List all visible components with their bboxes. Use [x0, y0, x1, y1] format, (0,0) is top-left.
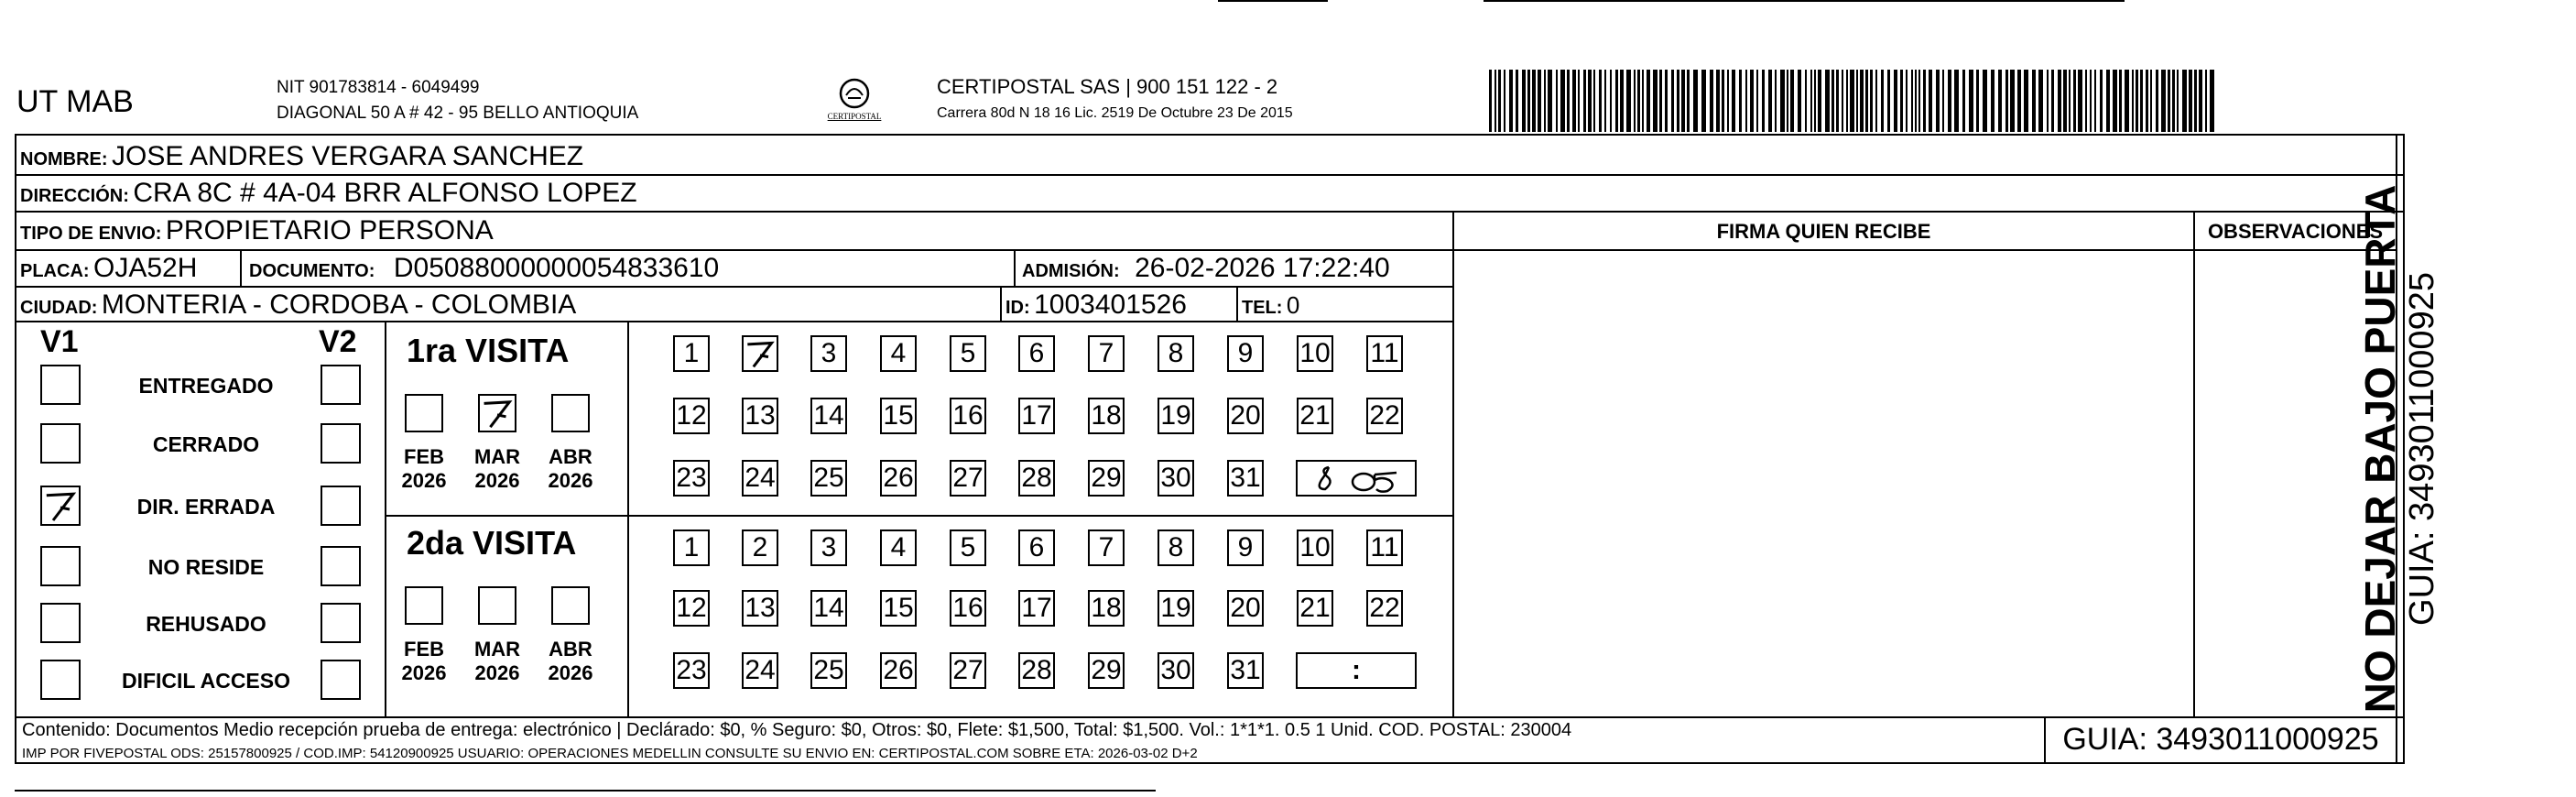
second-visit-day-29[interactable]: 29 — [1088, 652, 1125, 689]
first-visit-day-5[interactable]: 5 — [950, 335, 986, 372]
second-visit-day-14[interactable]: 14 — [810, 590, 847, 627]
barcode-bar — [1578, 70, 1580, 132]
second-visit-day-18[interactable]: 18 — [1088, 590, 1125, 627]
tipo-value: PROPIETARIO PERSONA — [165, 215, 494, 246]
second-visit-day-6[interactable]: 6 — [1018, 530, 1055, 566]
barcode-bar — [1504, 70, 1505, 132]
barcode-bar — [1527, 70, 1530, 132]
barcode-bar — [1637, 70, 1640, 132]
barcode-bar — [1710, 70, 1713, 132]
barcode-bar — [1588, 70, 1592, 132]
v2-status-checkbox[interactable] — [321, 546, 361, 586]
v1-status-checkbox[interactable] — [40, 603, 81, 643]
barcode-bar — [1998, 70, 2002, 132]
barcode-bar — [1750, 70, 1754, 132]
barcode-bar — [1722, 70, 1724, 132]
status-label: CERRADO — [152, 432, 260, 456]
no-dejar-bajo-puerta: NO DEJAR BAJO PUERTA — [2356, 184, 2404, 714]
second-visit-day-8[interactable]: 8 — [1158, 530, 1194, 566]
barcode-bar — [2063, 70, 2067, 132]
v2-status-checkbox[interactable] — [321, 486, 361, 526]
barcode-bar — [1798, 70, 1801, 132]
barcode-bar — [2146, 70, 2148, 132]
barcode-bar — [1572, 70, 1576, 132]
barcode-bar — [2073, 70, 2076, 132]
barcode-bar — [1850, 70, 1854, 132]
second-visit-day-24[interactable]: 24 — [742, 652, 778, 689]
carrier-info: CERTIPOSTAL SAS | 900 151 122 - 2 — [937, 75, 1278, 98]
second-visit-day-9[interactable]: 9 — [1227, 530, 1264, 566]
second-visit-day-30[interactable]: 30 — [1158, 652, 1194, 689]
tipo-label: TIPO DE ENVIO: — [20, 224, 162, 244]
month-year: 2026 — [474, 661, 520, 684]
v1-status-checkbox[interactable] — [40, 423, 81, 464]
first-visit-day-22[interactable]: 22 — [1366, 398, 1403, 434]
v2-status-checkbox[interactable] — [321, 365, 361, 405]
firma-label: FIRMA QUIEN RECIBE — [1716, 220, 1931, 243]
barcode-bar — [1842, 70, 1843, 132]
tel-cell — [1242, 293, 1299, 317]
barcode-bar — [1860, 70, 1864, 132]
barcode-bar — [1948, 70, 1951, 132]
barcode-bar — [1516, 70, 1518, 132]
month-name: MAR — [473, 638, 521, 661]
second-visit-day-11[interactable]: 11 — [1366, 530, 1403, 566]
first-visit-day-30[interactable]: 30 — [1158, 460, 1194, 497]
barcode-bar — [1681, 70, 1685, 132]
barcode-bar — [2132, 70, 2134, 132]
second-visit-day-20[interactable]: 20 — [1227, 590, 1264, 627]
barcode-bar — [1936, 70, 1940, 132]
barcode-bar — [1942, 70, 1944, 132]
first-visit-day-29[interactable]: 29 — [1088, 460, 1125, 497]
first-visit-day-9[interactable]: 9 — [1227, 335, 1264, 372]
certipostal-logo — [813, 75, 896, 126]
first-visit-day-10[interactable]: 10 — [1297, 335, 1333, 372]
barcode-bar — [2140, 70, 2143, 132]
ciudad-label: CIUDAD: — [20, 298, 98, 318]
v1-status-checkbox[interactable] — [40, 486, 81, 526]
direccion-row — [20, 180, 637, 207]
v2-status-checkbox[interactable] — [321, 423, 361, 464]
admision-cell — [1022, 255, 1390, 282]
id-cell — [1005, 291, 1187, 319]
second-visit-title: 2da VISITA — [407, 524, 577, 562]
first-visit-day-16[interactable]: 16 — [950, 398, 986, 434]
barcode-bar — [1647, 70, 1650, 132]
month-year: 2026 — [474, 469, 520, 492]
barcode-bar — [2106, 70, 2110, 132]
barcode-bar — [2100, 70, 2103, 132]
barcode-bar — [1567, 70, 1570, 132]
barcode-bar — [2182, 70, 2187, 132]
barcode-bar — [1991, 70, 1994, 132]
month-name: MAR — [473, 445, 521, 468]
barcode-bar — [2119, 70, 2122, 132]
first-visit-day-26[interactable]: 26 — [880, 460, 917, 497]
barcode-bar — [1929, 70, 1932, 132]
barcode-bar — [1918, 70, 1920, 132]
status-label: DIFICIL ACCESO — [121, 669, 290, 693]
v2-status-checkbox[interactable] — [321, 603, 361, 643]
checkmark-icon — [480, 396, 515, 431]
nit: NIT 901783814 - 6049499 — [277, 78, 480, 97]
barcode-bar — [1687, 70, 1690, 132]
tel-label: TEL: — [1242, 298, 1283, 318]
barcode-bar — [2090, 70, 2092, 132]
direccion-label: DIRECCIÓN: — [20, 186, 129, 206]
second-visit-month-checkbox[interactable] — [405, 586, 443, 625]
barcode-bar — [1814, 70, 1816, 132]
company-name: UT MAB — [16, 84, 134, 119]
barcode-bar — [1790, 70, 1794, 132]
barcode-bar — [1642, 70, 1644, 132]
first-visit-day-24[interactable]: 24 — [742, 460, 778, 497]
barcode-bar — [2113, 70, 2117, 132]
first-visit-day-4[interactable]: 4 — [880, 335, 917, 372]
first-visit-month-label — [392, 445, 456, 493]
first-visit-time-box[interactable] — [1296, 460, 1417, 497]
month-year: 2026 — [401, 469, 447, 492]
first-visit-month-label — [538, 445, 603, 493]
v1-status-checkbox[interactable] — [40, 660, 81, 700]
barcode-bar — [2032, 70, 2036, 132]
carrier-license: Carrera 80d N 18 16 Lic. 2519 De Octubre 23 De 2015 — [937, 105, 1293, 121]
barcode-bar — [1745, 70, 1747, 132]
first-visit-day-15[interactable]: 15 — [880, 398, 917, 434]
second-visit-month-checkbox[interactable] — [478, 586, 516, 625]
barcode-bar — [1846, 70, 1848, 132]
barcode-bar — [2047, 70, 2049, 132]
second-visit-month-label — [392, 638, 456, 685]
barcode-bar — [1693, 70, 1698, 132]
barcode-bar — [2177, 70, 2179, 132]
barcode-bar — [1900, 70, 1903, 132]
barcode-bar — [1615, 70, 1618, 132]
barcode-bar — [2172, 70, 2175, 132]
id-value: 1003401526 — [1034, 289, 1187, 320]
second-visit-day-10[interactable]: 10 — [1297, 530, 1333, 566]
second-visit-day-2[interactable]: 2 — [742, 530, 778, 566]
barcode-bar — [2136, 70, 2138, 132]
barcode-bar — [1969, 70, 1973, 132]
barcode-bar — [1716, 70, 1720, 132]
side-guia: GUIA: 3493011000925 — [2403, 272, 2441, 626]
barcode-bar — [1923, 70, 1926, 132]
barcode-bar — [1875, 70, 1877, 132]
month-year: 2026 — [401, 661, 447, 684]
barcode-bar — [1727, 70, 1729, 132]
barcode-bar — [1583, 70, 1586, 132]
observaciones-label: OBSERVACIONES — [2207, 220, 2384, 243]
second-visit-day-13[interactable]: 13 — [742, 590, 778, 627]
first-visit-day-13[interactable]: 13 — [742, 398, 778, 434]
barcode-bar — [1836, 70, 1839, 132]
checkmark-icon — [744, 337, 777, 370]
first-visit-day-14[interactable]: 14 — [810, 398, 847, 434]
second-visit-day-19[interactable]: 19 — [1158, 590, 1194, 627]
barcode-bar — [2194, 70, 2197, 132]
month-name: ABR — [549, 638, 592, 661]
first-visit-day-3[interactable]: 3 — [810, 335, 847, 372]
first-visit-month-label — [465, 445, 529, 493]
barcode-bar — [2005, 70, 2008, 132]
ciudad-value: MONTERIA - CORDOBA - COLOMBIA — [101, 289, 577, 320]
first-visit-day-28[interactable]: 28 — [1018, 460, 1055, 497]
bottom-edge-line — [15, 790, 1156, 792]
v1-status-checkbox[interactable] — [40, 365, 81, 405]
barcode-bar — [2017, 70, 2021, 132]
barcode-bar — [2205, 70, 2207, 132]
barcode-bar — [2168, 70, 2170, 132]
admision-value: 26-02-2026 17:22:40 — [1135, 253, 1390, 283]
first-visit-day-25[interactable]: 25 — [810, 460, 847, 497]
barcode-bar — [2058, 70, 2061, 132]
first-visit-day-19[interactable]: 19 — [1158, 398, 1194, 434]
barcode-bar — [1604, 70, 1606, 132]
barcode-bar — [2010, 70, 2015, 132]
barcode-bar — [1548, 70, 1552, 132]
first-visit-day-11[interactable]: 11 — [1366, 335, 1403, 372]
second-visit-day-15[interactable]: 15 — [880, 590, 917, 627]
barcode-bar — [1489, 70, 1492, 132]
handwritten-time-805 — [1298, 462, 1415, 495]
placa-label: PLACA: — [20, 261, 90, 281]
first-visit-day-12[interactable]: 12 — [673, 398, 710, 434]
barcode-bar — [1560, 70, 1565, 132]
documento-label: DOCUMENTO: — [249, 261, 375, 281]
second-visit-day-1[interactable]: 1 — [673, 530, 710, 566]
second-visit-day-26[interactable]: 26 — [880, 652, 917, 689]
first-visit-day-2[interactable] — [742, 335, 778, 372]
barcode-bar — [2156, 70, 2158, 132]
barcode-bar — [1634, 70, 1636, 132]
barcode-bar — [1620, 70, 1624, 132]
barcode-bar — [2078, 70, 2082, 132]
placa-value: OJA52H — [93, 253, 198, 283]
first-visit-day-1[interactable]: 1 — [673, 335, 710, 372]
barcode-bar — [1962, 70, 1965, 132]
first-visit-day-18[interactable]: 18 — [1088, 398, 1125, 434]
barcode-bar — [1739, 70, 1742, 132]
first-visit-day-7[interactable]: 7 — [1088, 335, 1125, 372]
barcode-bar — [1810, 70, 1812, 132]
barcode-bar — [1831, 70, 1834, 132]
documento-cell — [249, 255, 719, 282]
barcode-bar — [1976, 70, 1979, 132]
barcode-bar — [2069, 70, 2071, 132]
status-label: REHUSADO — [146, 612, 266, 636]
first-visit-day-17[interactable]: 17 — [1018, 398, 1055, 434]
barcode-bar — [2038, 70, 2043, 132]
barcode-bar — [2024, 70, 2028, 132]
nombre-row — [20, 143, 583, 170]
barcode-bar — [1671, 70, 1674, 132]
barcode-bar — [1756, 70, 1758, 132]
barcode-bar — [1626, 70, 1631, 132]
first-visit-day-6[interactable]: 6 — [1018, 335, 1055, 372]
barcode — [1489, 70, 2222, 132]
barcode-bar — [1677, 70, 1679, 132]
barcode-bar — [2150, 70, 2152, 132]
barcode-bar — [1805, 70, 1807, 132]
barcode-bar — [1915, 70, 1917, 132]
barcode-bar — [2051, 70, 2054, 132]
nombre-value: JOSE ANDRES VERGARA SANCHEZ — [112, 141, 584, 171]
footer-print-info: IMP POR FIVEPOSTAL ODS: 25157800925 / COD.IMP: 54120900925 USUARIO: OPERACIONES MEDELLIN CONSULTE SU ENVIO EN: CERTIPOSTAL.COM SOBRE ETA: 2026-03-02 D+2 — [22, 746, 1198, 761]
barcode-bar — [1556, 70, 1558, 132]
first-visit-month-checkbox[interactable] — [405, 394, 443, 432]
barcode-bar — [1544, 70, 1546, 132]
logo-text: CERTIPOSTAL — [827, 112, 882, 121]
second-visit-day-4[interactable]: 4 — [880, 530, 917, 566]
barcode-bar — [2094, 70, 2096, 132]
first-visit-day-23[interactable]: 23 — [673, 460, 710, 497]
first-visit-month-checkbox[interactable] — [478, 394, 516, 432]
barcode-bar — [1856, 70, 1858, 132]
barcode-bar — [1495, 70, 1496, 132]
second-visit-day-3[interactable]: 3 — [810, 530, 847, 566]
barcode-bar — [1818, 70, 1821, 132]
top-edge-line — [1218, 0, 1328, 2]
second-visit-day-23[interactable]: 23 — [673, 652, 710, 689]
checkmark-icon — [42, 487, 79, 524]
barcode-bar — [1825, 70, 1830, 132]
month-year: 2026 — [548, 661, 593, 684]
barcode-bar — [1509, 70, 1513, 132]
barcode-bar — [1983, 70, 1987, 132]
month-year: 2026 — [548, 469, 593, 492]
barcode-bar — [2210, 70, 2214, 132]
barcode-bar — [1498, 70, 1501, 132]
second-visit-day-27[interactable]: 27 — [950, 652, 986, 689]
second-visit-day-12[interactable]: 12 — [673, 590, 710, 627]
second-visit-day-16[interactable]: 16 — [950, 590, 986, 627]
first-visit-day-21[interactable]: 21 — [1297, 398, 1333, 434]
month-name: ABR — [549, 445, 592, 468]
barcode-bar — [1538, 70, 1541, 132]
second-visit-day-31[interactable]: 31 — [1227, 652, 1264, 689]
second-visit-day-7[interactable]: 7 — [1088, 530, 1125, 566]
barcode-bar — [1532, 70, 1536, 132]
v2-label: V2 — [319, 324, 357, 359]
documento-value: D05088000000054833610 — [393, 253, 720, 283]
barcode-bar — [1701, 70, 1706, 132]
first-visit-day-27[interactable]: 27 — [950, 460, 986, 497]
barcode-bar — [1610, 70, 1612, 132]
barcode-bar — [1522, 70, 1526, 132]
status-label: DIR. ERRADA — [136, 495, 276, 519]
first-visit-day-31[interactable]: 31 — [1227, 460, 1264, 497]
first-visit-title: 1ra VISITA — [407, 332, 570, 369]
barcode-bar — [1653, 70, 1658, 132]
barcode-bar — [1894, 70, 1897, 132]
barcode-bar — [2161, 70, 2166, 132]
second-visit-month-label — [465, 638, 529, 685]
second-visit-month-checkbox[interactable] — [551, 586, 590, 625]
barcode-bar — [2125, 70, 2129, 132]
month-name: FEB — [404, 445, 444, 468]
barcode-bar — [2085, 70, 2087, 132]
v1-status-checkbox[interactable] — [40, 546, 81, 586]
barcode-bar — [1775, 70, 1777, 132]
first-visit-day-8[interactable]: 8 — [1158, 335, 1194, 372]
barcode-bar — [1732, 70, 1735, 132]
status-label: NO RESIDE — [147, 555, 265, 579]
second-visit-day-5[interactable]: 5 — [950, 530, 986, 566]
barcode-bar — [2189, 70, 2192, 132]
sender-address: DIAGONAL 50 A # 42 - 95 BELLO ANTIOQUIA — [277, 104, 639, 123]
barcode-bar — [1593, 70, 1595, 132]
barcode-bar — [1870, 70, 1873, 132]
barcode-bar — [1762, 70, 1765, 132]
ciudad-cell — [20, 291, 576, 319]
barcode-bar — [1787, 70, 1788, 132]
status-label: ENTREGADO — [138, 374, 274, 398]
direccion-value: CRA 8C # 4A-04 BRR ALFONSO LOPEZ — [133, 178, 637, 208]
barcode-bar — [1887, 70, 1890, 132]
first-visit-day-20[interactable]: 20 — [1227, 398, 1264, 434]
v2-status-checkbox[interactable] — [321, 660, 361, 700]
barcode-bar — [2199, 70, 2202, 132]
admision-label: ADMISIÓN: — [1022, 261, 1120, 281]
tel-value: 0 — [1286, 291, 1300, 319]
barcode-bar — [1865, 70, 1868, 132]
footer-content: Contenido: Documentos Medio recepción prueba de entrega: electrónico | Declárado: $0, % Seguro: $0, Otros: $0, Flete: $1,500, Total: $1,500. Vol.: 1*1*1. 0.5 1 Unid. COD. POSTAL: 230004 — [22, 720, 1572, 740]
month-name: FEB — [404, 638, 444, 661]
second-visit-day-28[interactable]: 28 — [1018, 652, 1055, 689]
barcode-bar — [1911, 70, 1913, 132]
second-visit-day-25[interactable]: 25 — [810, 652, 847, 689]
second-visit-day-21[interactable]: 21 — [1297, 590, 1333, 627]
id-label: ID: — [1005, 298, 1030, 318]
v1-label: V1 — [40, 324, 79, 359]
barcode-bar — [1665, 70, 1668, 132]
barcode-bar — [1881, 70, 1884, 132]
placa-cell — [20, 255, 197, 282]
barcode-bar — [1954, 70, 1959, 132]
nombre-label: NOMBRE: — [20, 149, 108, 169]
top-edge-line — [1484, 0, 2125, 2]
second-visit-day-17[interactable]: 17 — [1018, 590, 1055, 627]
second-visit-time-box[interactable]: : — [1296, 652, 1417, 689]
tipo-row — [20, 217, 494, 245]
barcode-bar — [1599, 70, 1602, 132]
second-visit-month-label — [538, 638, 603, 685]
footer-guia: GUIA: 3493011000925 — [2062, 722, 2379, 757]
barcode-bar — [1906, 70, 1908, 132]
second-visit-day-22[interactable]: 22 — [1366, 590, 1403, 627]
barcode-bar — [1659, 70, 1662, 132]
barcode-bar — [1768, 70, 1772, 132]
first-visit-month-checkbox[interactable] — [551, 394, 590, 432]
barcode-bar — [1780, 70, 1785, 132]
